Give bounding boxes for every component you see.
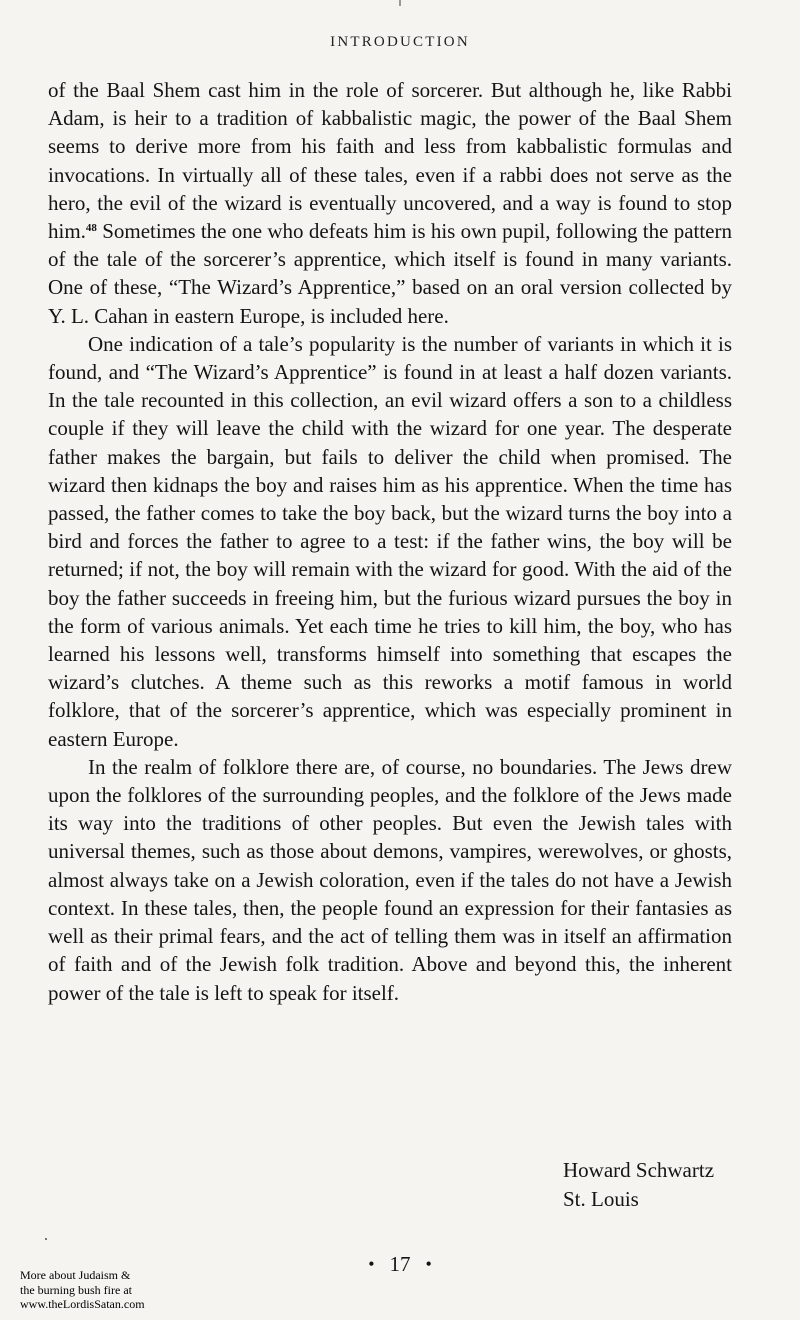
footnote-reference[interactable]: 48 [85,222,97,235]
website-note-line-1: More about Judaism & [20,1268,131,1282]
page-number: 17 [389,1252,411,1276]
website-link[interactable]: www.theLordisSatan.com [20,1297,145,1311]
body-text [48,76,732,1007]
paragraph-1 [48,76,732,330]
signature-block [563,1156,714,1213]
author-place: St. Louis [563,1187,639,1212]
paragraph-1-continuation: Sometimes the one who defeats him is his own pupil, following the pattern of the tale of the sorcerer’s apprentice, which itself is found in many variants. One of these, “The Wizard’s Apprentice,” based on an oral version collected by Y. L. Cahan in eastern Europe, is included here. [48,219,732,328]
paragraph-1-text: of the Baal Shem cast him in the role of sorcerer. But although he, like Rabbi Adam, is heir to a tradition of kabbalistic magic, the power of the Baal Shem seems to derive more from his faith and less from kabbalistic formulas and invocations. In virtually all of these tales, even if a rabbi does not serve as the hero, the evil of the wizard is eventually uncovered, and a way is found to stop him. [48,78,732,244]
paragraph-3: In the realm of folklore there are, of course, no boundaries. The Jews drew upon the folklores of the surrounding peoples, and the folklore of the Jews made its way into the traditions of other peoples. But even the Jewish tales with universal themes, such as those about demons, vampires, werewolves, or ghosts, almost always take on a Jewish coloration, even if the tales do not have a Jewish context. In these tales, then, the people found an expression for their fantasies as well as their primal fears, and the act of telling them was in itself an affirmation of faith and of the Jewish folk tradition. Above and beyond this, the inherent power of the tale is left to speak for itself. [48,754,732,1005]
website-note-line-2: the burning bush fire at [20,1282,132,1297]
running-header: INTRODUCTION [330,34,470,50]
page-speck [45,1238,47,1240]
folio-ornament-left: • [368,1254,375,1274]
website-note[interactable] [20,1268,145,1312]
page-number-line [330,1252,470,1277]
paragraph-2: One indication of a tale’s popularity is the number of variants in which it is found, and “The Wizard’s Apprentice” is found in at least a half dozen variants. In the tale recounted in this collection, an evil wizard offers a son to a childless couple if they will leave the child with the wizard for one year. The desperate father makes the bargain, but fails to deliver the child when promised. The wizard then kidnaps the boy and raises him as his apprentice. When the time has passed, the father comes to take the boy back, but the wizard turns the boy into a bird and forces the father to agree to a test: if the father wins, the boy will be returned; if not, the boy will remain with the wizard for good. With the aid of the boy the father succeeds in freeing him, but the furious wizard pursues the boy in the form of various animals. Yet each time he tries to kill him, the boy, who has learned his lessons well, transforms himself into something that escapes the wizard’s clutches. A theme such as this reworks a motif famous in world folklore, that of the sorcerer’s apprentice, which was especially prominent in eastern Europe. [48,331,732,751]
top-crop-mark [399,0,401,6]
author-name: Howard Schwartz [563,1158,715,1182]
folio-ornament-right: • [425,1254,432,1274]
